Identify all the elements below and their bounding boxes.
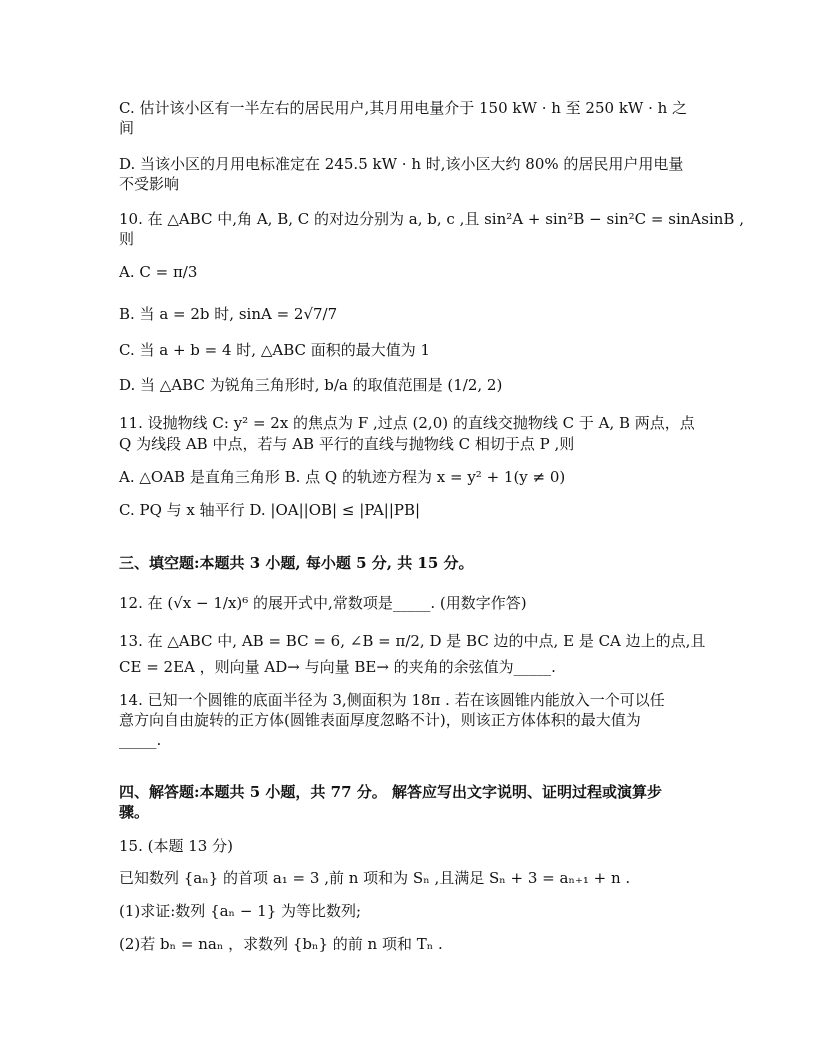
options-11cd: C. PQ 与 x 轴平行 D. |OA||OB| ≤ |PA||PB| [119, 501, 421, 519]
section-4-heading-line1: 四、解答题:本题共 5 小题，共 77 分。 解答应写出文字说明、证明过程或演算步 [119, 783, 662, 801]
option-9c-line2: 间 [119, 119, 135, 137]
options-11ab: A. △OAB 是直角三角形 B. 点 Q 的轨迹方程为 x = y² + 1(y ≠ 0) [119, 468, 566, 486]
question-11-stem: 11. 设抛物线 C: y² = 2x 的焦点为 F ,过点 (2,0) 的直线交抛物线 C 于 A, B 两点，点 [119, 414, 695, 432]
question-10-stem: 10. 在 △ABC 中,角 A, B, C 的对边分别为 a, b, c ,且 sin²A + sin²B − sin²C = sinAsinB , [119, 210, 744, 228]
question-13-line1: 13. 在 △ABC 中, AB = BC = 6, ∠B = π/2, D 是 BC 边的中点, E 是 CA 边上的点,且 [119, 632, 706, 650]
question-14-line1: 14. 已知一个圆锥的底面半径为 3,侧面积为 18π . 若在该圆锥内能放入一个可以任 [119, 691, 665, 709]
question-14-line3: _____. [119, 731, 162, 749]
question-11-stem-cont: Q 为线段 AB 中点，若与 AB 平行的直线与抛物线 C 相切于点 P ,则 [119, 435, 575, 453]
question-15-stem: 已知数列 {aₙ} 的首项 a₁ = 3 ,前 n 项和为 Sₙ ,且满足 Sₙ + 3 = aₙ₊₁ + n . [119, 869, 631, 887]
option-9c-line1: C. 估计该小区有一半左右的居民用户,其月用电量介于 150 kW · h 至 250 kW · h 之 [119, 99, 688, 117]
option-9d-line2: 不受影响 [119, 175, 180, 193]
option-10a: A. C = π/3 [119, 263, 198, 281]
option-10b: B. 当 a = 2b 时, sinA = 2√7/7 [119, 305, 338, 323]
option-10d: D. 当 △ABC 为锐角三角形时, b/a 的取值范围是 (1/2, 2) [119, 376, 503, 394]
question-15-part2: (2)若 bₙ = naₙ ，求数列 {bₙ} 的前 n 项和 Tₙ . [119, 935, 443, 953]
question-10-stem-cont: 则 [119, 230, 135, 248]
question-15-part1: (1)求证:数列 {aₙ − 1} 为等比数列; [119, 902, 362, 920]
question-15-title: 15. (本题 13 分) [119, 837, 233, 855]
question-12: 12. 在 (√x − 1/x)⁶ 的展开式中,常数项是_____. (用数字作答) [119, 594, 527, 612]
option-10c: C. 当 a + b = 4 时, △ABC 面积的最大值为 1 [119, 341, 431, 359]
section-4-heading-line2: 骤。 [119, 803, 150, 821]
section-3-heading: 三、填空题:本题共 3 小题, 每小题 5 分, 共 15 分。 [119, 554, 474, 572]
option-9d-line1: D. 当该小区的月用电标准定在 245.5 kW · h 时,该小区大约 80% 的居民用户用电量 [119, 155, 684, 173]
question-13-line2: CE = 2EA ，则向量 AD→ 与向量 BE→ 的夹角的余弦值为_____. [119, 658, 556, 676]
question-14-line2: 意方向自由旋转的正方体(圆锥表面厚度忽略不计)，则该正方体体积的最大值为 [119, 711, 641, 729]
